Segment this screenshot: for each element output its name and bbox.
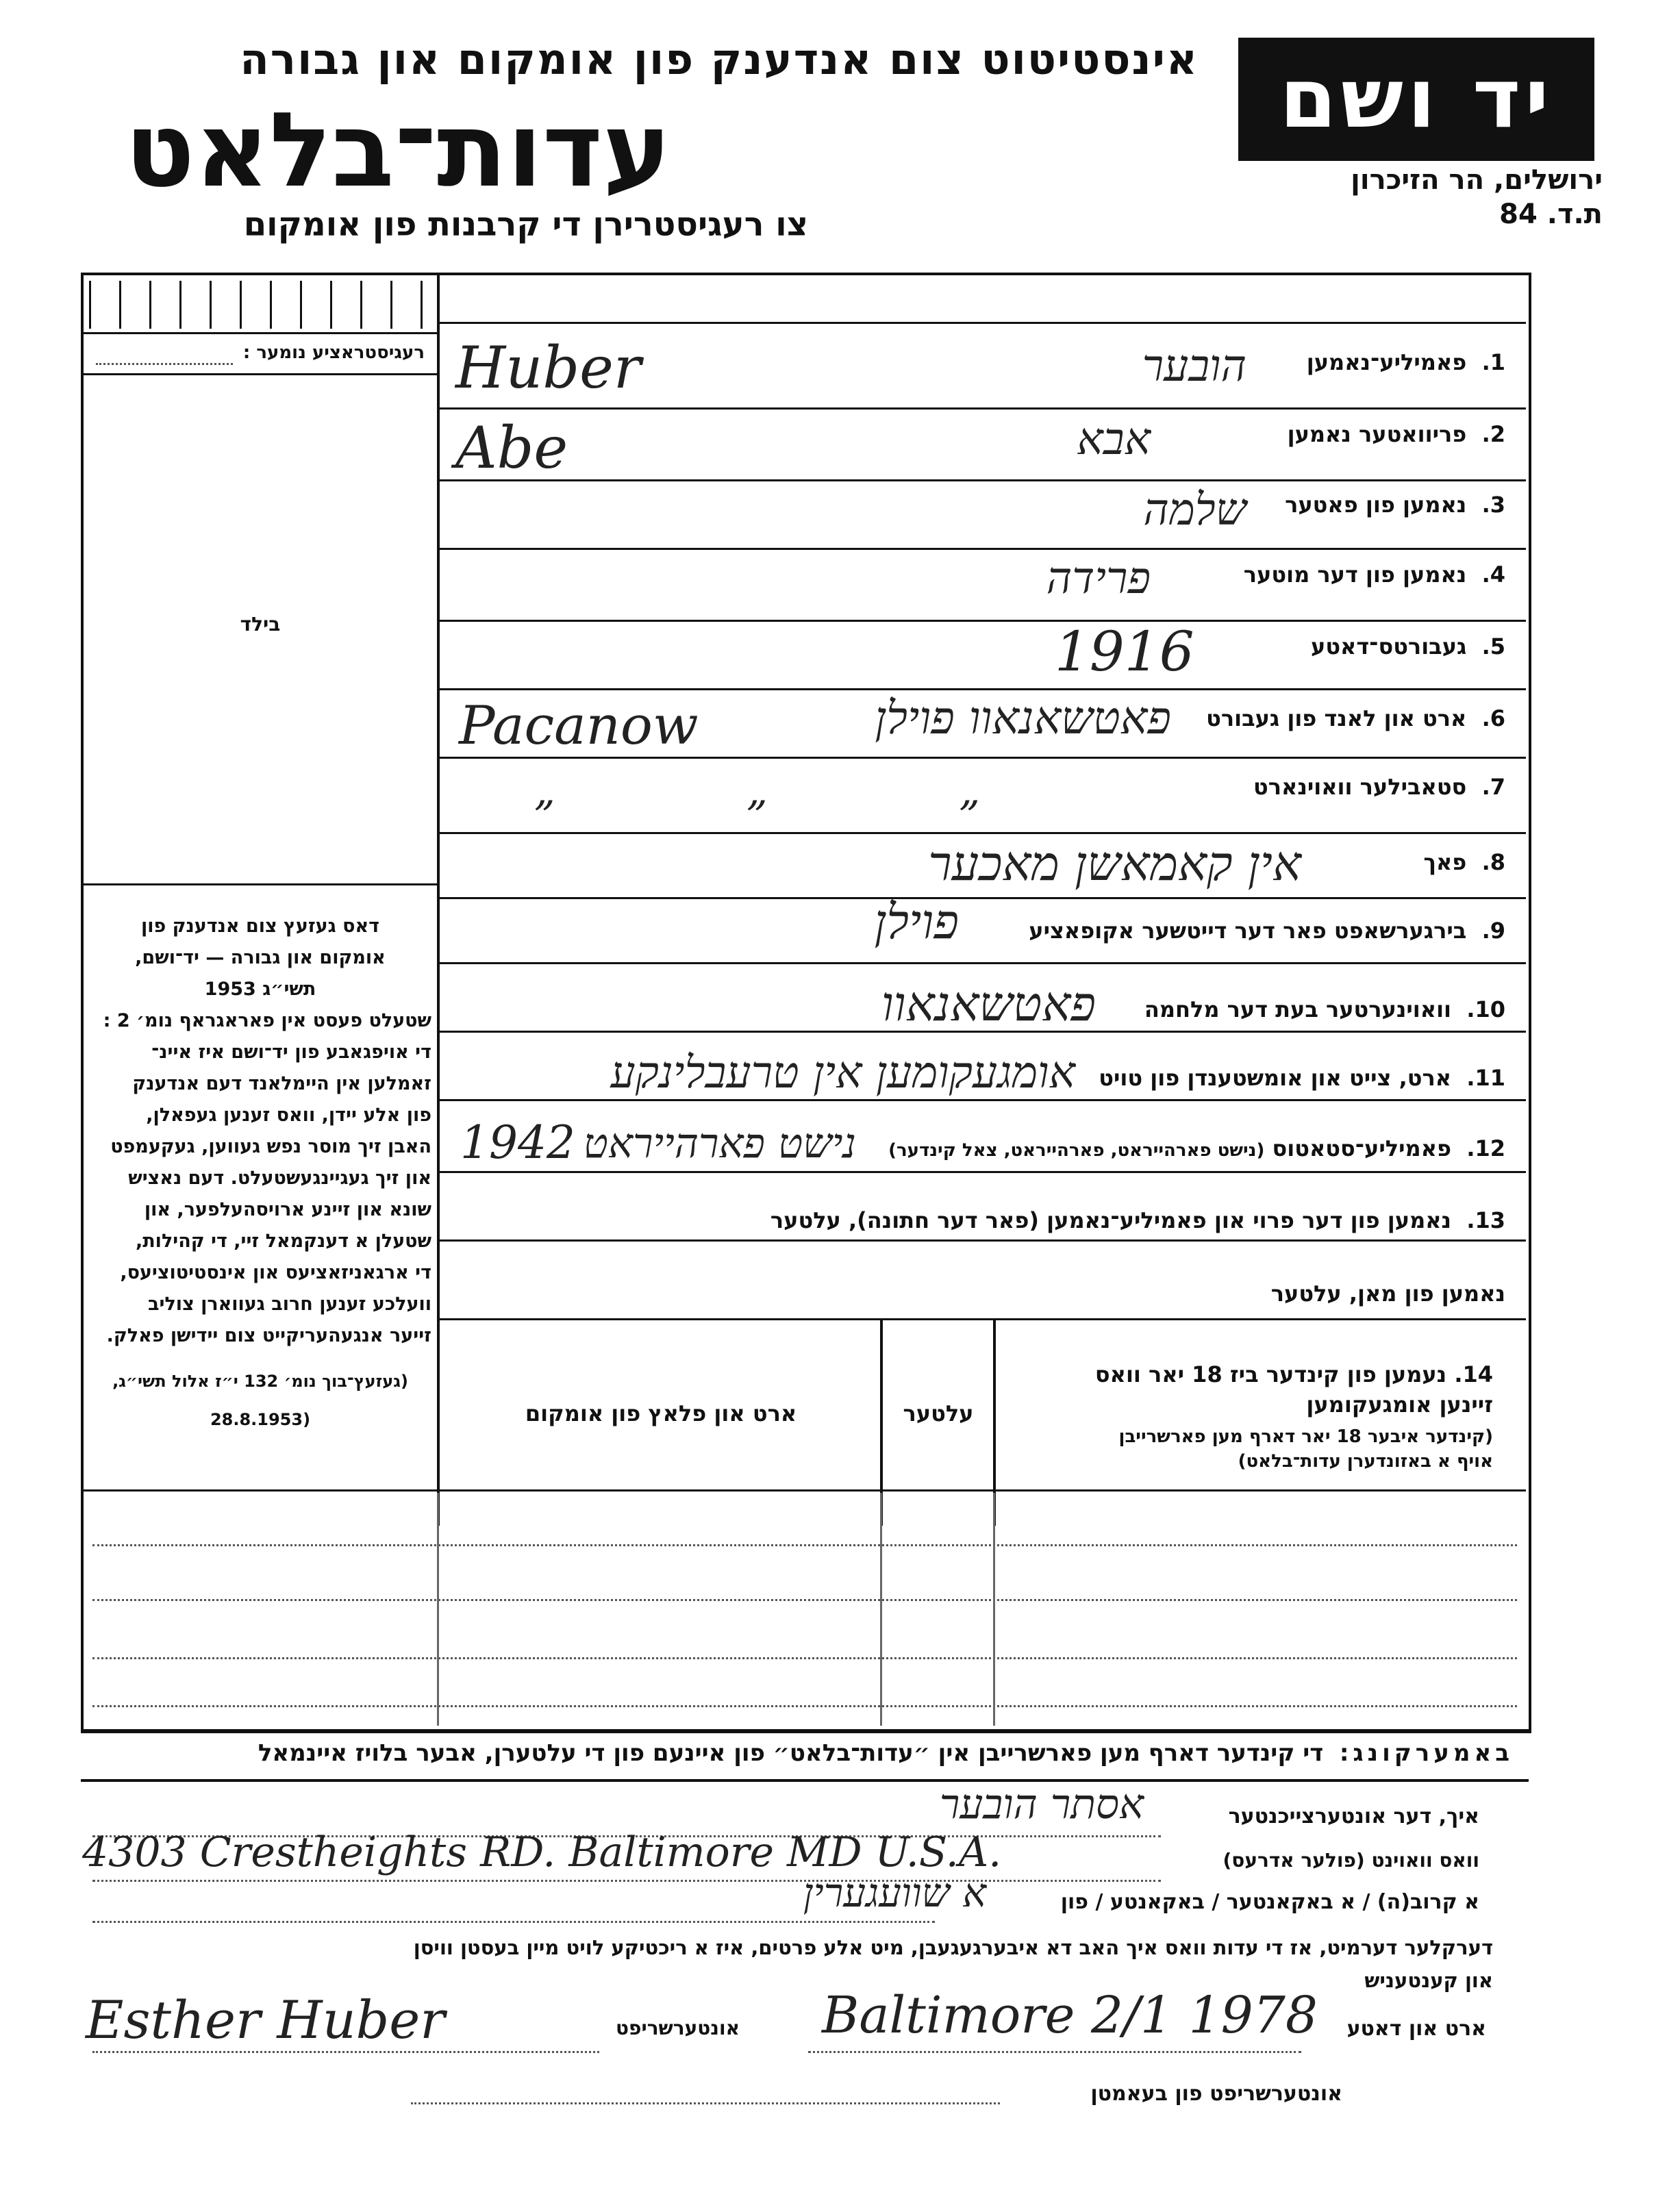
children-row-line [92,1657,1517,1659]
law-line: און זיך געגיינגעשטעלט. דעם נאציש [128,1168,431,1189]
row-line [440,548,1526,550]
field-label-text: סטאבילער וואוינארט [1253,774,1467,800]
field-label-text: וואוינערטער בעת דער מלחמה [1144,996,1452,1022]
field-number: 10. [1466,996,1505,1022]
law-line: די ארגאניזאציעס און אינסטיטוציעס, [120,1262,431,1283]
field-label-family-status [820,1135,1505,1161]
form-subtitle: צו רעגיסטרירן די קרבנות פון אומקום [243,205,808,244]
row-line [440,1239,1526,1242]
children-row-line [92,1544,1517,1546]
birth-place-latin-value[interactable]: Pacanow [459,695,699,757]
address-line-2: ת.ד. 84 [1499,199,1603,230]
law-line: שונא און זיינע ארויסהעלפער, און [144,1199,431,1220]
field-number: 13. [1466,1207,1505,1233]
row-line [440,1099,1526,1101]
yad-vashem-logo: יד ושם [1238,38,1594,161]
field-number: 4. [1481,562,1505,588]
field-label-text: ארט, צייט און אומשטענדן פון טויט [1099,1065,1452,1091]
field-label-text: נאמען פון מאן, עלטער [1270,1281,1505,1307]
address-line [92,1880,1161,1882]
citizenship-value[interactable]: פוילן [874,894,959,950]
death-circumstances-value[interactable]: אומגעקומען אין טרעבלינקע [610,1048,1075,1098]
row-line [440,897,1526,899]
family-status-value[interactable]: נישט פארהייראט [583,1120,856,1168]
field-number: 11. [1466,1065,1505,1091]
field-number: 7. [1481,774,1505,800]
first-name-latin-value[interactable]: Abe [455,414,568,481]
note-top-line [81,1729,1529,1732]
field-label-text: בירגערשאפט פאר דער דייטשער אקופאציע [1029,918,1467,944]
children-col-divider [993,1493,995,1726]
signature-value[interactable]: Esther Huber [86,1989,445,2050]
field-label-death-circumstances [1026,1065,1505,1091]
signature-label: אונטערשריפט [616,2017,740,2039]
children-col-divider [880,1493,882,1726]
children-note-line-1: (קינדער איבער 18 יאר דארף מען פארשרייבן [1118,1426,1493,1447]
field-label-text: געבורטס־דאטע [1311,633,1467,659]
field-label-profession [1300,849,1505,875]
family-status-year-value[interactable]: 1942 [460,1116,575,1169]
row-line [440,832,1526,834]
family-name-hebrew-value[interactable]: הובער [1142,341,1246,392]
law-line: די אויפגאבע פון יד־ושם איז איינ־ [151,1042,431,1063]
row-line [440,962,1526,964]
field-number: 2. [1481,421,1505,447]
field-label-text: נאמען פון דער פרוי און פאמיליע־נאמען [1046,1207,1452,1233]
row-line [440,1318,1526,1320]
law-citation: (געזעץ־בוך נומ׳ 132 י״ז אלול תשי״ג, [112,1372,408,1391]
children-note [1007,1424,1493,1474]
declarant-name-value[interactable]: אסתר הובער [939,1780,1144,1828]
field-number: 5. [1481,633,1505,659]
field-number: 1. [1481,349,1505,375]
photo-label: בילד [240,613,281,635]
law-line: שטעלן א דענקמאל זיי, די קהילות, [135,1231,431,1252]
children-row-line [92,1705,1517,1707]
field-label-mother-name [1094,562,1505,588]
mother-name-value[interactable]: פרידה [1046,553,1151,604]
profession-value[interactable]: אין קאמאשן מאכער [928,835,1301,892]
children-col-age: עלטער [903,1400,974,1426]
law-line: זייער אנגעהעריקייט צום יידישן פאלק. [106,1325,431,1346]
registration-label: רעגיסטראציע נומער : [242,342,425,363]
field-number: 3. [1481,492,1505,518]
row-line [440,479,1526,481]
place-date-label: ארט און דאטע [1346,2017,1486,2041]
registration-top-line [84,332,437,334]
row-line [440,620,1526,622]
registration-number-line [96,363,233,365]
children-note-line-2: אויף א באזונדערן עדות־בלאט) [1238,1451,1493,1472]
registration-bottom-line [84,373,437,375]
field-number: 6. [1481,705,1505,731]
children-title-line-1: נעמען פון קינדער ביז 18 יאר וואס [1094,1361,1447,1387]
field-label-note: (פאר דער חתונה), עלטער [770,1207,1039,1233]
field-label-wife-name [684,1207,1505,1233]
left-panel-divider [437,273,440,1526]
address-line-1: ירושלים, הר הזיכרון [1351,164,1603,196]
field-label-citizenship [889,918,1505,944]
field-label-note: (נישט פארהייראט, פארהייראט, צאל קינדער) [888,1140,1265,1161]
law-line: תשי״ג 1953 [204,979,316,1000]
signature-line [92,2051,599,2053]
law-line: שטעלט פעסט אין פאראגראף נומ׳ 2 : [103,1010,431,1031]
wartime-residence-value[interactable]: פאטשאנאוו [881,976,1096,1032]
field-label-wartime-residence [1026,996,1505,1022]
law-date: (28.8.1953 [210,1410,311,1429]
field-number: 14. [1454,1361,1493,1387]
field-number: 8. [1481,849,1505,875]
field-label-text: פריוואטער נאמען [1287,421,1467,447]
photo-bottom-line [84,883,437,885]
children-header-line [84,1489,1526,1492]
institute-line: אינסטיטוט צום אנדענק פון אומקום און גבורה [240,34,1199,84]
row-line [440,322,1526,324]
address-label: וואס וואוינט (פולער אדרעס) [1223,1849,1479,1872]
law-line: אומקום און גבורה — יד־ושם, [135,947,386,968]
birth-place-hebrew-value[interactable]: פאטשאנאוו פוילן [875,692,1171,744]
permanent-residence-value[interactable]: „ „ „ [534,767,981,815]
place-date-value[interactable]: Baltimore 2/1 1978 [822,1986,1318,2045]
row-line [440,1171,1526,1173]
declarant-label: איך, דער אונטערצייכנטער [1228,1804,1479,1828]
first-name-hebrew-value[interactable]: אבא [1077,414,1151,465]
relation-label: א קרוב(ה) / א באקאנטער / באקאנטע / פון [1060,1890,1479,1914]
children-title-line-2: זיינען אומגעקומען [1306,1392,1493,1418]
field-label-first-name [1163,421,1505,447]
field-label-text: ארט און לאנד פון געבורט [1206,705,1467,731]
field-label-text: נאמען פון פאטער [1285,492,1467,518]
field-label-husband-name [1026,1281,1505,1307]
field-label-text: פאמיליע־נאמען [1306,349,1467,375]
row-line [440,688,1526,690]
children-title [1007,1359,1493,1420]
field-label-birth-date [1163,633,1505,659]
father-name-value[interactable]: שלמה [1143,485,1246,536]
children-col-place: ארט און פלאץ פון אומקום [525,1400,797,1426]
law-line: זאמלען אין היימלאנד דעם אנדענק [132,1073,431,1094]
birth-date-value[interactable]: 1916 [1055,620,1194,683]
note-bar [89,1739,1514,1767]
field-label-text: פאך [1423,849,1467,875]
declaration-line-2: און קענטעניש [1364,1969,1493,1992]
field-number: 12. [1466,1135,1505,1161]
official-signature-line [411,2102,1000,2104]
note-label: באמערקונג: [1339,1739,1514,1767]
law-line: וועלכע זענען חרוב געווארן צוליב [148,1294,431,1315]
form-title: עדות־בלאט [125,91,671,210]
law-line: פון אלע יידן, וואס זענען געפאלן, [146,1105,431,1126]
place-date-line [808,2051,1301,2053]
relation-value[interactable]: א שוועגערין [803,1870,986,1916]
row-line [440,407,1526,410]
field-number: 9. [1481,918,1505,944]
row-line [440,757,1526,759]
note-text: די קינדער דארף מען פארשרייבן אין ״עדות־בלאט״ פון איינעם פון די עלטערן, אבער בלויז איינמאל [258,1739,1324,1767]
relation-line [92,1921,935,1923]
law-line: דאס געזעץ צום אנדענק פון [140,916,380,937]
official-signature-label: אונטערשריפט פון בעאמטן [1090,2082,1342,2106]
law-line: האבן זיך מוסר נפש געווען, געקעמפט [110,1136,431,1157]
law-text [89,911,431,1435]
field-label-text: פאמיליע־סטאטוס [1272,1135,1452,1161]
address-value[interactable]: 4303 Crestheights RD. Baltimore MD U.S.A. [82,1828,1002,1876]
children-col-divider [437,1493,439,1726]
field-label-text: נאמען פון דער מוטער [1243,562,1467,588]
registration-boxes [89,281,425,329]
declaration-line-1: דערקלער דערמיט, אז די עדות וואס איך האב דא איבערגעגעבן, מיט אלע פרטים, איז א ריכטיקע לויט מיין בעסטן וויסן [413,1936,1493,1959]
family-name-latin-value[interactable]: Huber [455,334,641,401]
field-label-permanent-residence [1094,774,1505,800]
children-row-line [92,1599,1517,1601]
